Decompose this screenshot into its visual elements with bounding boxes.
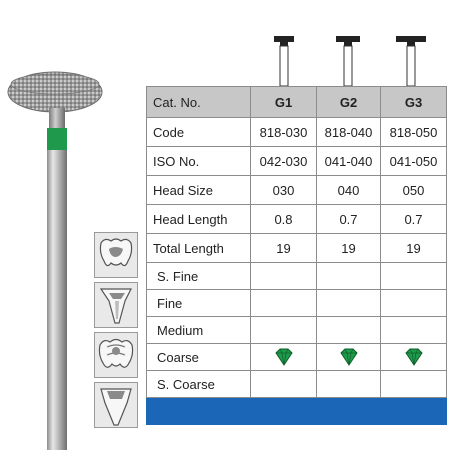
grit-cell [317, 344, 381, 371]
grit-cell [381, 344, 447, 371]
coarse-grit-gem-icon [340, 348, 358, 366]
cell-value: 0.7 [381, 205, 447, 234]
cell-value: 19 [251, 234, 317, 263]
shank-head-icons [270, 34, 440, 88]
g2-shank-icon [336, 36, 360, 86]
cell-value: 041-050 [381, 147, 447, 176]
row-label: Head Size [147, 176, 251, 205]
table-row-grit-fine [147, 290, 447, 317]
spec-table [146, 86, 447, 425]
cell-value: 818-050 [381, 118, 447, 147]
grit-cell [317, 371, 381, 398]
grit-cell [317, 317, 381, 344]
footer-blue-bar [147, 398, 447, 425]
table-row-head-size [147, 176, 447, 205]
header-g2: G2 [317, 87, 381, 118]
cell-value: 19 [381, 234, 447, 263]
row-label: Code [147, 118, 251, 147]
table-row-grit-coarse [147, 344, 447, 371]
cell-value: 030 [251, 176, 317, 205]
cell-value: 0.8 [251, 205, 317, 234]
row-label: ISO No. [147, 147, 251, 176]
g3-shank-icon [396, 36, 426, 86]
grit-cell [251, 263, 317, 290]
grit-label: Fine [147, 290, 251, 317]
bur-shank [47, 150, 67, 450]
grit-cell [381, 371, 447, 398]
bur-neck [49, 108, 65, 130]
coarse-grit-gem-icon [275, 348, 293, 366]
grit-cell [251, 317, 317, 344]
cell-value: 041-040 [317, 147, 381, 176]
tooth-root-icon [94, 282, 138, 328]
cell-value: 050 [381, 176, 447, 205]
grit-color-band [47, 128, 67, 150]
molar-cavity-icon [94, 232, 138, 278]
grit-label: Coarse [147, 344, 251, 371]
cell-value: 818-040 [317, 118, 381, 147]
table-row-iso [147, 147, 447, 176]
tooth-section-icon [94, 382, 138, 428]
table-row-total-length [147, 234, 447, 263]
grit-cell [251, 344, 317, 371]
coarse-grit-gem-icon [405, 348, 423, 366]
grit-cell [251, 371, 317, 398]
table-row-grit-s-fine [147, 263, 447, 290]
cell-value: 818-030 [251, 118, 317, 147]
cell-value: 040 [317, 176, 381, 205]
header-g3: G3 [381, 87, 447, 118]
grit-label: S. Fine [147, 263, 251, 290]
cell-value: 042-030 [251, 147, 317, 176]
header-cat-no: Cat. No. [147, 87, 251, 118]
grit-cell [317, 263, 381, 290]
grit-cell [381, 317, 447, 344]
cell-value: 0.7 [317, 205, 381, 234]
row-label: Total Length [147, 234, 251, 263]
header-g1: G1 [251, 87, 317, 118]
table-header-row [147, 87, 447, 118]
grit-cell [381, 263, 447, 290]
table-row-grit-medium [147, 317, 447, 344]
cell-value: 19 [317, 234, 381, 263]
table-row-code [147, 118, 447, 147]
table-row-head-length [147, 205, 447, 234]
grit-label: S. Coarse [147, 371, 251, 398]
grit-cell [381, 290, 447, 317]
grit-cell [317, 290, 381, 317]
grit-cell [251, 290, 317, 317]
table-row-grit-s-coarse [147, 371, 447, 398]
g1-shank-icon [274, 36, 294, 86]
grit-label: Medium [147, 317, 251, 344]
molar-crown-icon [94, 332, 138, 378]
row-label: Head Length [147, 205, 251, 234]
